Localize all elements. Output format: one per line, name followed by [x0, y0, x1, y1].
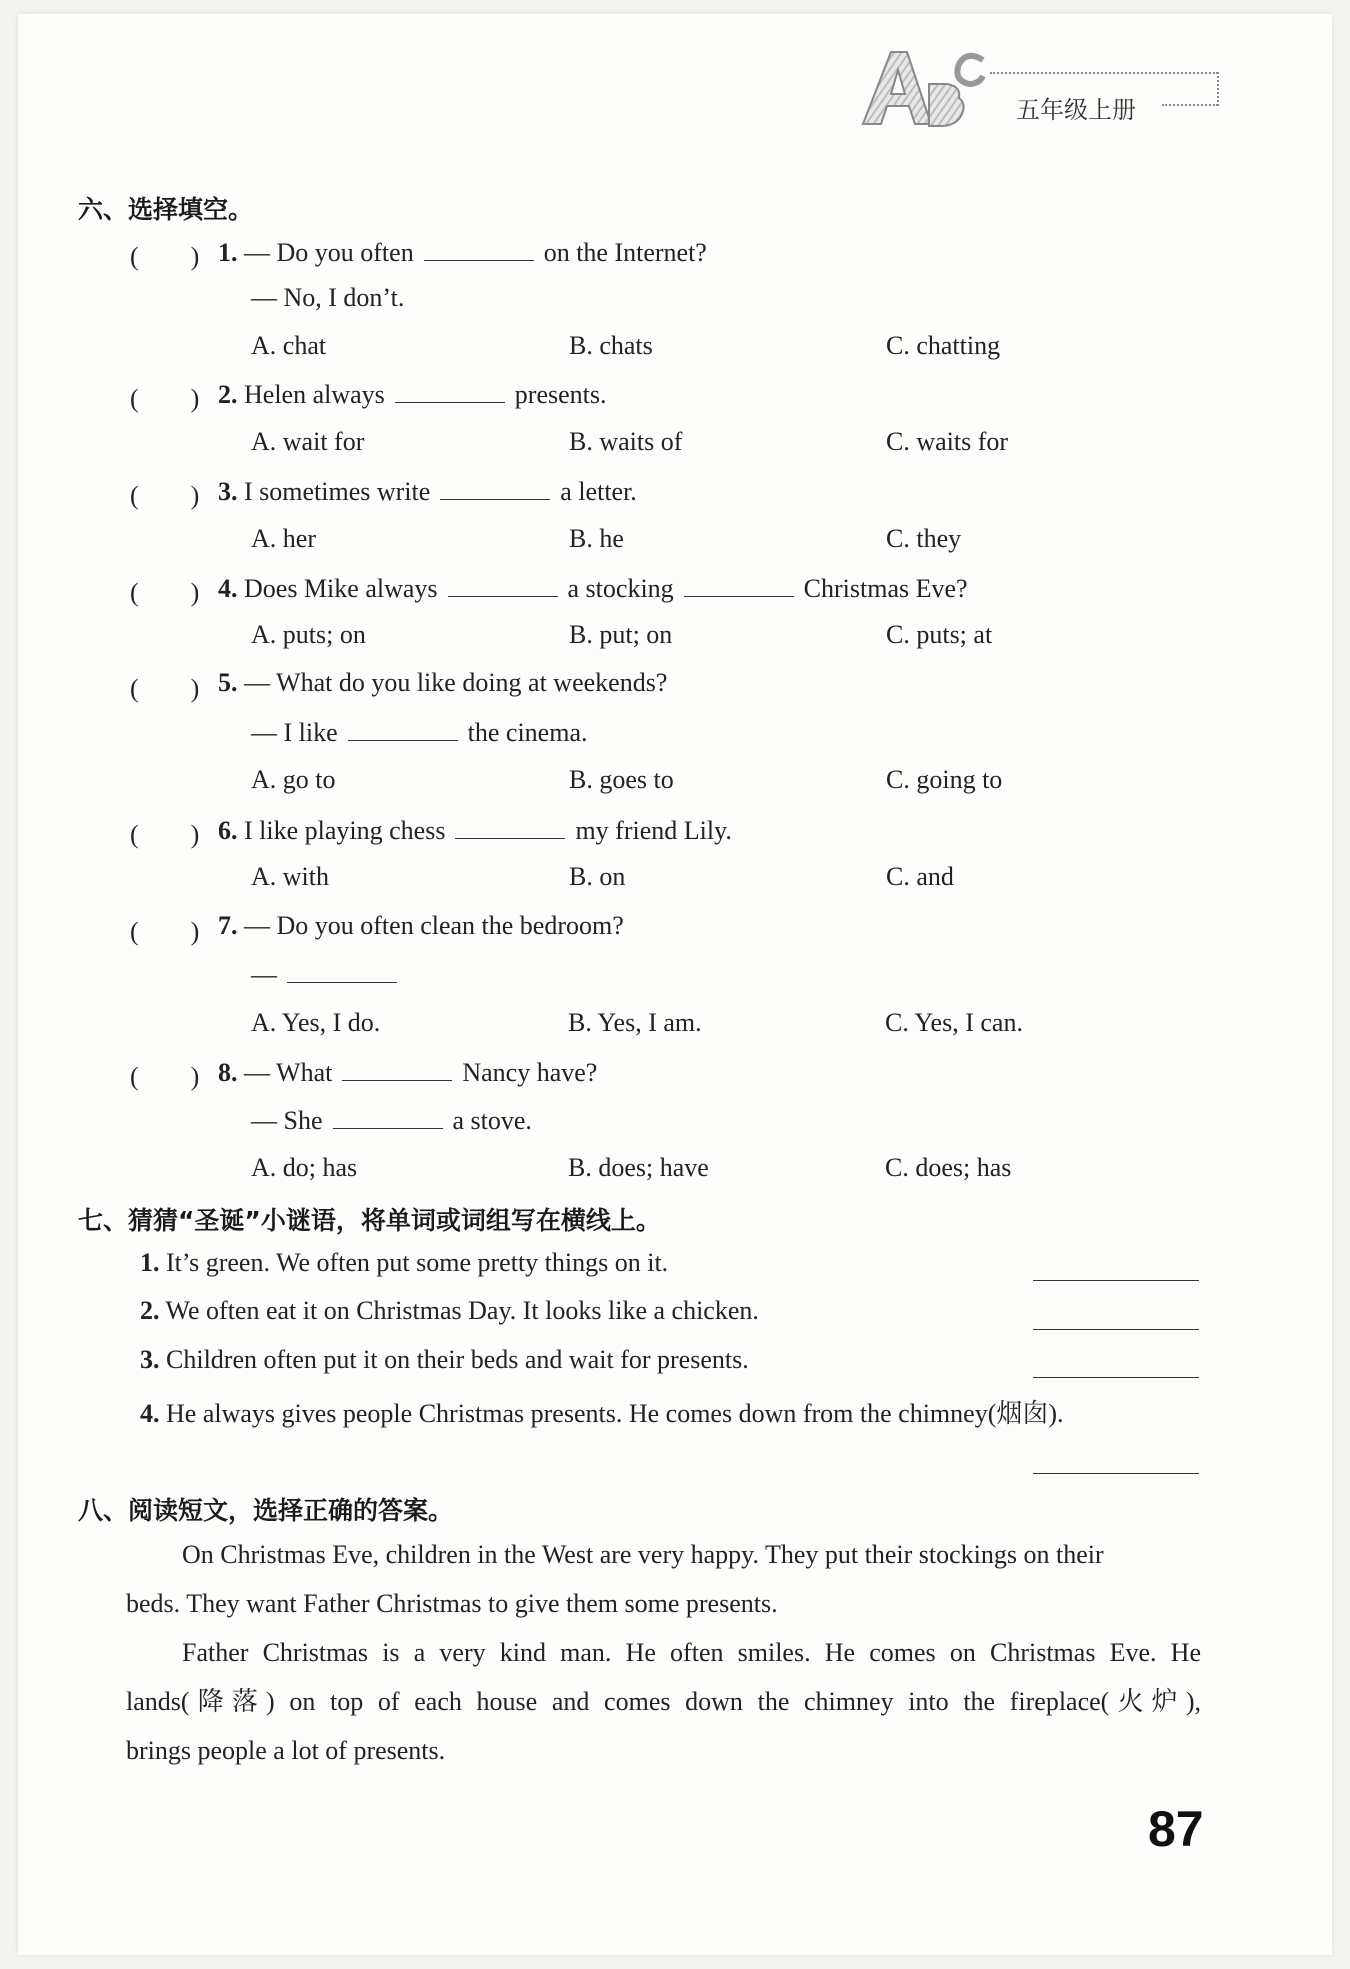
- answer-paren[interactable]: ( ): [130, 242, 200, 271]
- fill-blank[interactable]: [455, 814, 565, 839]
- section8-title: 八、阅读短文，选择正确的答案。: [78, 1496, 454, 1525]
- riddle-1: 1. It’s green. We often put some pretty things on it.: [140, 1248, 669, 1277]
- option-b[interactable]: B. put; on: [569, 620, 673, 649]
- option-a[interactable]: A. do; has: [251, 1153, 358, 1182]
- passage-p2-line3: brings people a lot of presents.: [126, 1736, 446, 1765]
- question-6: 6. I like playing chess my friend Lily.: [218, 816, 732, 845]
- option-a[interactable]: A. puts; on: [251, 620, 366, 649]
- question-5-reply: — I like the cinema.: [251, 718, 588, 747]
- header-dotted-line-short: [1162, 104, 1218, 106]
- option-c[interactable]: C. Yes, I can.: [885, 1008, 1023, 1037]
- option-c[interactable]: C. they: [886, 524, 962, 553]
- riddle-2: 2. We often eat it on Christmas Day. It looks like a chicken.: [140, 1296, 759, 1325]
- grade-label: 五年级上册: [1016, 96, 1136, 124]
- question-2: 2. Helen always presents.: [218, 380, 607, 409]
- question-1-reply: — No, I don’t.: [251, 283, 405, 312]
- option-a[interactable]: A. her: [251, 524, 316, 553]
- riddle-4: 4. He always gives people Christmas presents. He comes down from the chimney(烟囱).: [140, 1399, 1064, 1428]
- answer-line[interactable]: [1033, 1280, 1199, 1281]
- option-b[interactable]: B. on: [569, 862, 626, 891]
- fill-blank[interactable]: [448, 572, 558, 597]
- option-b[interactable]: B. does; have: [568, 1153, 709, 1182]
- question-7-reply: —: [251, 958, 407, 990]
- option-c[interactable]: C. and: [886, 862, 954, 891]
- answer-paren[interactable]: ( ): [130, 820, 200, 849]
- fill-blank[interactable]: [395, 378, 505, 403]
- question-1: 1. — Do you often on the Internet?: [218, 238, 707, 267]
- answer-paren[interactable]: ( ): [130, 578, 200, 607]
- option-a[interactable]: A. wait for: [251, 427, 365, 456]
- answer-paren[interactable]: ( ): [130, 917, 200, 946]
- question-5: 5. — What do you like doing at weekends?: [218, 668, 668, 697]
- option-c[interactable]: C. puts; at: [886, 620, 993, 649]
- answer-line[interactable]: [1033, 1329, 1199, 1330]
- option-b[interactable]: B. waits of: [569, 427, 683, 456]
- option-b[interactable]: B. Yes, I am.: [568, 1008, 702, 1037]
- fill-blank[interactable]: [348, 716, 458, 741]
- passage-p1-line2: beds. They want Father Christmas to give them some presents.: [126, 1589, 778, 1618]
- fill-blank[interactable]: [287, 958, 397, 983]
- passage-p1-line1: On Christmas Eve, children in the West are very happy. They put their stockings on their: [182, 1540, 1104, 1569]
- passage-p2-line2: lands(降落) on top of each house and comes down the chimney into the fireplace(火炉),: [126, 1687, 1201, 1716]
- header-dotted-line: [990, 72, 1218, 74]
- answer-paren[interactable]: ( ): [130, 1062, 200, 1091]
- question-3: 3. I sometimes write a letter.: [218, 477, 637, 506]
- option-a[interactable]: A. chat: [251, 331, 327, 360]
- question-4: 4. Does Mike always a stocking Christmas Eve?: [218, 574, 968, 603]
- answer-line[interactable]: [1033, 1377, 1199, 1378]
- fill-blank[interactable]: [424, 236, 534, 261]
- option-b[interactable]: B. goes to: [569, 765, 674, 794]
- answer-paren[interactable]: ( ): [130, 384, 200, 413]
- section7-title: 七、猜猜“圣诞”小谜语，将单词或词组写在横线上。: [78, 1206, 661, 1235]
- option-a[interactable]: A. go to: [251, 765, 336, 794]
- passage: [126, 1530, 1201, 1775]
- option-c[interactable]: C. does; has: [885, 1153, 1012, 1182]
- header-dotted-line-vertical: [1217, 72, 1219, 106]
- fill-blank[interactable]: [333, 1104, 443, 1129]
- option-b[interactable]: B. chats: [569, 331, 653, 360]
- abc-logo-icon: [855, 44, 995, 132]
- option-a[interactable]: A. Yes, I do.: [251, 1008, 381, 1037]
- fill-blank[interactable]: [684, 572, 794, 597]
- fill-blank[interactable]: [440, 475, 550, 500]
- answer-paren[interactable]: ( ): [130, 674, 200, 703]
- option-c[interactable]: C. waits for: [886, 427, 1009, 456]
- answer-paren[interactable]: ( ): [130, 481, 200, 510]
- passage-p2-line1: Father Christmas is a very kind man. He often smiles. He comes on Christmas Eve. He: [182, 1638, 1201, 1667]
- question-8-reply: — She a stove.: [251, 1106, 532, 1135]
- page-number: 87: [1148, 1801, 1204, 1857]
- option-c[interactable]: C. chatting: [886, 331, 1001, 360]
- question-7: 7. — Do you often clean the bedroom?: [218, 911, 624, 940]
- question-8: 8. — What Nancy have?: [218, 1058, 598, 1087]
- option-b[interactable]: B. he: [569, 524, 624, 553]
- fill-blank[interactable]: [342, 1056, 452, 1081]
- option-a[interactable]: A. with: [251, 862, 329, 891]
- section6-title: 六、选择填空。: [78, 195, 254, 224]
- option-c[interactable]: C. going to: [886, 765, 1003, 794]
- riddle-3: 3. Children often put it on their beds and wait for presents.: [140, 1345, 749, 1374]
- answer-line[interactable]: [1033, 1473, 1199, 1474]
